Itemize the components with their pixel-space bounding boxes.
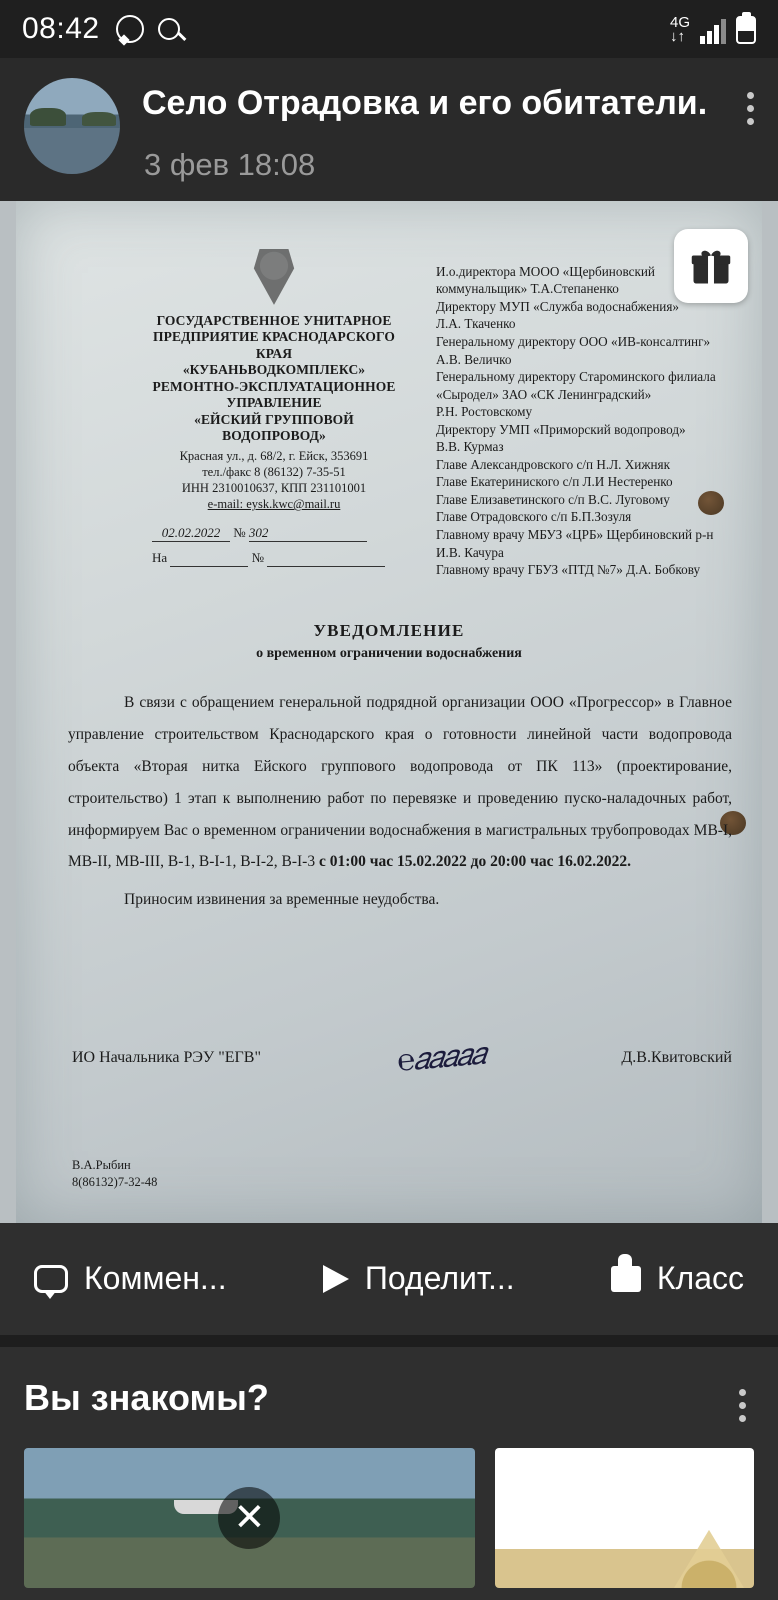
recipient-line: «Сыродел» ЗАО «СК Ленинградский» bbox=[436, 386, 652, 402]
recipient-line: А.В. Величко bbox=[436, 351, 512, 367]
avatar[interactable] bbox=[24, 78, 120, 174]
post-timestamp: 3 фев 18:08 bbox=[144, 146, 316, 182]
document-title-main: УВЕДОМЛЕНИЕ bbox=[313, 620, 465, 640]
document-number: 302 bbox=[249, 525, 367, 542]
document-body bbox=[68, 687, 732, 916]
recipient-line: Главе Отрадовского с/п Б.П.Зозуля bbox=[436, 509, 632, 525]
number-label: № bbox=[233, 524, 246, 540]
post-actions bbox=[0, 1223, 778, 1335]
document-paragraph-2: Приносим извинения за временные неудобства. bbox=[124, 891, 440, 909]
on-number-label: № bbox=[251, 549, 265, 565]
suggestions-title: Вы знакомы? bbox=[24, 1377, 269, 1419]
document-title bbox=[16, 621, 762, 662]
post-image[interactable] bbox=[0, 201, 778, 1223]
document-letterhead bbox=[144, 249, 404, 575]
status-bar bbox=[0, 0, 778, 58]
battery-icon bbox=[736, 16, 756, 44]
like-label: Класс bbox=[656, 1260, 744, 1297]
whatsapp-icon bbox=[116, 15, 144, 43]
on-label: На bbox=[152, 549, 168, 565]
coat-of-arms-emblem bbox=[250, 249, 298, 305]
post-header bbox=[0, 58, 778, 189]
like-button[interactable] bbox=[611, 1260, 744, 1297]
recipient-line: Главному врачу ГБУЗ «ПТД №7» Д.А. Бобкову bbox=[436, 562, 701, 578]
comment-button[interactable] bbox=[34, 1260, 227, 1297]
footer-name: В.А.Рыбин bbox=[72, 1158, 131, 1173]
document-scan bbox=[16, 201, 762, 1223]
signature-scribble: ℮𝑎𝑎𝑎𝑎𝑎 bbox=[396, 1037, 487, 1078]
recipient-line: Главе Елизаветинского с/п В.С. Луговому bbox=[436, 491, 670, 507]
org-address: Красная ул., д. 68/2, г. Ейск, 353691 bbox=[179, 448, 369, 463]
recipient-line: Р.Н. Ростовскому bbox=[436, 404, 533, 420]
document-footer bbox=[72, 1157, 157, 1191]
comment-label: Коммен... bbox=[84, 1260, 227, 1297]
recipient-line: В.В. Курмаз bbox=[436, 439, 504, 455]
recipient-line: Генеральному директору Староминского филиала bbox=[436, 369, 716, 385]
page-title[interactable]: Село Отрадовка и его обитатели. bbox=[142, 84, 708, 122]
gift-icon[interactable] bbox=[674, 229, 748, 303]
comment-bubble-icon bbox=[34, 1265, 68, 1293]
on-blank bbox=[170, 550, 248, 567]
suggestion-card-2[interactable] bbox=[495, 1448, 754, 1588]
recipient-line: Л.А. Ткаченко bbox=[436, 316, 516, 332]
suggestions-section bbox=[0, 1347, 778, 1600]
org-line-4: РЕМОНТНО-ЭКСПЛУАТАЦИОННОЕ УПРАВЛЕНИЕ bbox=[152, 378, 396, 411]
document-number-block bbox=[144, 525, 404, 567]
signer-title: ИО Начальника РЭУ "ЕГВ" bbox=[72, 1048, 261, 1066]
org-line-3: «КУБАНЬВОДКОМПЛЕКС» bbox=[182, 362, 366, 378]
org-inn: ИНН 2310010637, КПП 231101001 bbox=[181, 481, 367, 496]
recipient-line: Главе Екатериниского с/п Л.И Нестеренко bbox=[436, 474, 673, 490]
recipient-line: Главе Александровского с/п Н.Л. Хижняк bbox=[436, 456, 670, 472]
search-icon[interactable] bbox=[158, 18, 180, 40]
share-label: Поделит... bbox=[364, 1260, 515, 1297]
document-paragraph-1-text: В связи с обращением генеральной подрядной организации ООО «Прогрессор» в Главное управление строительством Краснодарского края о готовности линейной части водопровода объекта «Вторая нитка Ейского группового водопровода от ПК 113» (проектирование, строительство) 1 этап к выполнению работ по перевязке и проведению пуско-наладочных работ, информируем Вас о временном ограничении водоснабжения в магистральных трубопроводах МВ-I, МВ-II, МВ-III, В-1, В-I-1, В-I-2, В-I-3 bbox=[68, 693, 732, 871]
suggestion-card-1[interactable] bbox=[24, 1448, 475, 1588]
recipient-line: И.В. Качура bbox=[436, 544, 504, 560]
share-button[interactable] bbox=[323, 1260, 515, 1297]
on-number-blank bbox=[267, 550, 385, 567]
recipient-line: Генеральному директору ООО «ИВ-консалтинг» bbox=[436, 334, 711, 350]
signer-name: Д.В.Квитовский bbox=[621, 1048, 732, 1066]
recipient-line: Директору УМП «Приморский водопровод» bbox=[436, 421, 686, 437]
document-paragraph-1 bbox=[68, 687, 732, 879]
thumbs-up-icon bbox=[611, 1266, 641, 1292]
document-period-bold: с 01:00 час 15.02.2022 до 20:00 час 16.02.2022. bbox=[318, 853, 632, 871]
close-icon[interactable]: ✕ bbox=[218, 1487, 280, 1549]
status-right-icons bbox=[670, 15, 756, 44]
recipient-line: И.о.директора МООО «Щербиновский bbox=[436, 263, 655, 279]
org-line-2: ПРЕДПРИЯТИЕ КРАСНОДАРСКОГО КРАЯ bbox=[153, 329, 395, 361]
network-type: 4G ↓↑ bbox=[669, 13, 690, 45]
document-title-sub: о временном ограничении водоснабжения bbox=[256, 645, 522, 661]
org-line-5: «ЕЙСКИЙ ГРУППОВОЙ ВОДОПРОВОД» bbox=[194, 411, 354, 444]
org-phone: тел./факс 8 (86132) 7-35-51 bbox=[202, 464, 346, 479]
overflow-menu-icon[interactable] bbox=[738, 1389, 746, 1422]
suggestions-header bbox=[24, 1375, 754, 1422]
signal-bars-icon bbox=[700, 18, 726, 44]
section-divider bbox=[0, 1335, 778, 1347]
recipient-line: Директору МУП «Служба водоснабжения» bbox=[436, 298, 679, 314]
status-clock: 08:42 bbox=[22, 12, 100, 45]
org-email: e-mail: eysk.kwc@mail.ru bbox=[207, 497, 341, 512]
recipient-line: коммунальщик» Т.А.Степаненко bbox=[436, 281, 619, 297]
share-arrow-icon bbox=[323, 1265, 349, 1293]
overflow-menu-icon[interactable] bbox=[746, 92, 754, 125]
footer-phone: 8(86132)7-32-48 bbox=[72, 1174, 158, 1189]
post-title-wrap bbox=[142, 78, 736, 183]
document-recipients bbox=[436, 263, 740, 579]
recipient-line: Главному врачу МБУЗ «ЦРБ» Щербиновский р-н bbox=[436, 527, 714, 543]
suggestion-cards bbox=[24, 1448, 754, 1588]
document-signature-row bbox=[72, 1037, 732, 1078]
document-date: 02.02.2022 bbox=[152, 525, 230, 542]
ink-smudge bbox=[698, 491, 724, 515]
org-line-1: ГОСУДАРСТВЕННОЕ УНИТАРНОЕ bbox=[156, 312, 392, 328]
status-left-icons bbox=[116, 15, 180, 43]
